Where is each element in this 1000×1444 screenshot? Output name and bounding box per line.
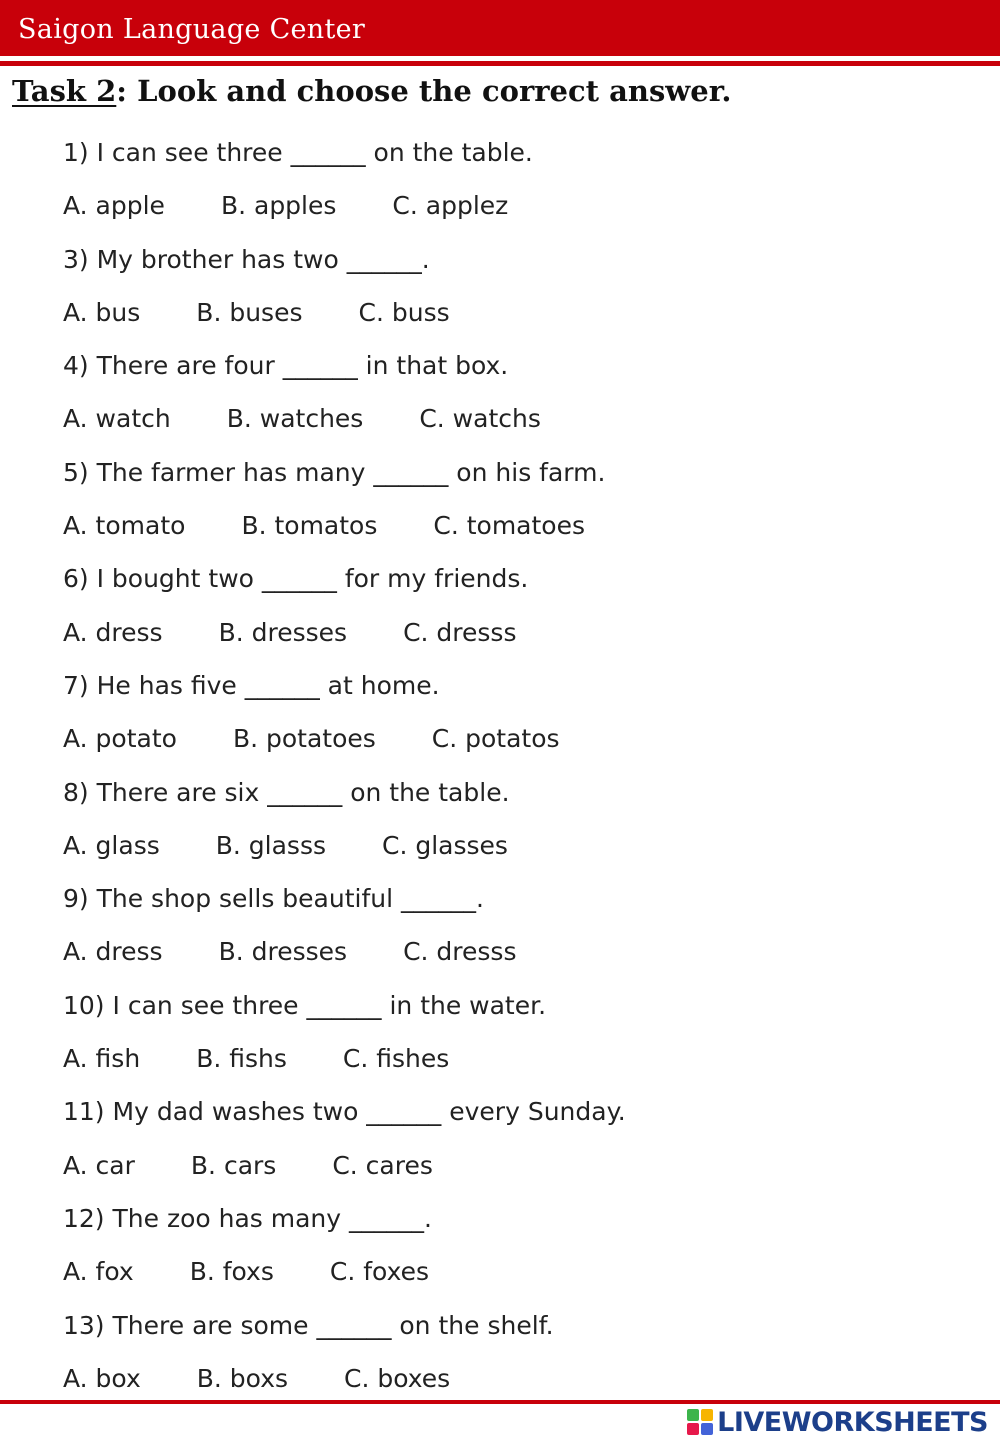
answer-option[interactable]: B. dresses bbox=[218, 937, 348, 967]
question-stem: 4) There are four ______ in that box. bbox=[63, 351, 509, 381]
answer-option[interactable]: C. buss bbox=[358, 297, 450, 327]
answer-option[interactable]: C. foxes bbox=[329, 1257, 429, 1287]
answer-option[interactable]: A. tomato bbox=[63, 511, 186, 541]
answer-option[interactable]: C. cares bbox=[332, 1150, 433, 1180]
answer-option[interactable]: A. fish bbox=[63, 1044, 141, 1074]
answer-options bbox=[63, 712, 963, 765]
answer-option[interactable]: C. dresss bbox=[403, 617, 517, 647]
answer-options bbox=[63, 1032, 963, 1085]
footer-logo bbox=[687, 1406, 988, 1438]
header-title: Saigon Language Center bbox=[18, 14, 366, 45]
answer-option[interactable]: A. potato bbox=[63, 724, 177, 754]
answer-option[interactable]: B. cars bbox=[190, 1150, 277, 1180]
task-label: Task 2 bbox=[12, 74, 117, 108]
answer-option[interactable]: C. dresss bbox=[403, 937, 517, 967]
answer-option[interactable]: B. tomatos bbox=[241, 511, 378, 541]
answer-option[interactable]: A. apple bbox=[63, 191, 165, 221]
answer-option[interactable]: C. potatos bbox=[431, 724, 560, 754]
answer-options bbox=[63, 499, 963, 552]
answer-option[interactable]: B. potatoes bbox=[232, 724, 376, 754]
answer-option[interactable]: B. glasss bbox=[215, 830, 327, 860]
answer-options bbox=[63, 1352, 963, 1405]
question-stem: 12) The zoo has many ______. bbox=[63, 1203, 432, 1233]
answer-option[interactable]: C. glasses bbox=[382, 830, 508, 860]
question-stem: 7) He has five ______ at home. bbox=[63, 670, 440, 700]
question-stem: 10) I can see three ______ in the water. bbox=[63, 990, 547, 1020]
question-stem: 1) I can see three ______ on the table. bbox=[63, 138, 533, 167]
question-stem: 13) There are some ______ on the shelf. bbox=[63, 1310, 554, 1340]
answer-options bbox=[63, 606, 963, 659]
answer-options bbox=[63, 179, 963, 232]
answer-option[interactable]: C. fishes bbox=[342, 1044, 450, 1074]
question-stem: 8) There are six ______ on the table. bbox=[63, 777, 510, 807]
answer-option[interactable]: C. applez bbox=[392, 191, 509, 221]
question-stem: 6) I bought two ______ for my friends. bbox=[63, 564, 529, 594]
answer-option[interactable]: A. watch bbox=[63, 404, 171, 434]
logo-text: LIVEWORKSHEETS bbox=[717, 1406, 988, 1438]
answer-options bbox=[63, 819, 963, 872]
answer-options bbox=[63, 392, 963, 445]
question-list bbox=[63, 126, 963, 1405]
answer-option[interactable]: A. dress bbox=[63, 937, 163, 967]
question-stem: 3) My brother has two ______. bbox=[63, 244, 430, 274]
liveworksheets-logo-icon bbox=[687, 1409, 713, 1435]
header-divider bbox=[0, 61, 1000, 66]
answer-option[interactable]: C. watchs bbox=[419, 404, 541, 434]
answer-option[interactable]: A. car bbox=[63, 1150, 135, 1180]
answer-option[interactable]: A. box bbox=[63, 1363, 141, 1393]
answer-options bbox=[63, 925, 963, 978]
answer-options bbox=[63, 286, 963, 339]
answer-option[interactable]: B. fishs bbox=[196, 1044, 287, 1074]
answer-option[interactable]: B. dresses bbox=[218, 617, 348, 647]
answer-option[interactable]: B. watches bbox=[226, 404, 364, 434]
answer-option[interactable]: A. glass bbox=[63, 830, 160, 860]
answer-option[interactable]: A. fox bbox=[63, 1257, 134, 1287]
answer-option[interactable]: C. boxes bbox=[344, 1363, 451, 1393]
answer-option[interactable]: C. tomatoes bbox=[433, 511, 585, 541]
question-stem: 5) The farmer has many ______ on his farm. bbox=[63, 457, 606, 487]
answer-option[interactable]: A. bus bbox=[63, 297, 141, 327]
answer-option[interactable]: B. boxs bbox=[196, 1363, 289, 1393]
question-stem: 9) The shop sells beautiful ______. bbox=[63, 884, 484, 914]
answer-option[interactable]: B. foxs bbox=[189, 1257, 274, 1287]
answer-option[interactable]: B. apples bbox=[220, 191, 337, 221]
answer-options bbox=[63, 1245, 963, 1298]
task-instruction: : Look and choose the correct answer. bbox=[116, 74, 732, 108]
header-bar bbox=[0, 0, 1000, 56]
footer-divider bbox=[0, 1400, 1000, 1404]
answer-option[interactable]: B. buses bbox=[196, 297, 303, 327]
question-stem: 11) My dad washes two ______ every Sunday. bbox=[63, 1097, 626, 1127]
task-heading bbox=[12, 74, 731, 108]
answer-option[interactable]: A. dress bbox=[63, 617, 163, 647]
answer-options bbox=[63, 1139, 963, 1192]
